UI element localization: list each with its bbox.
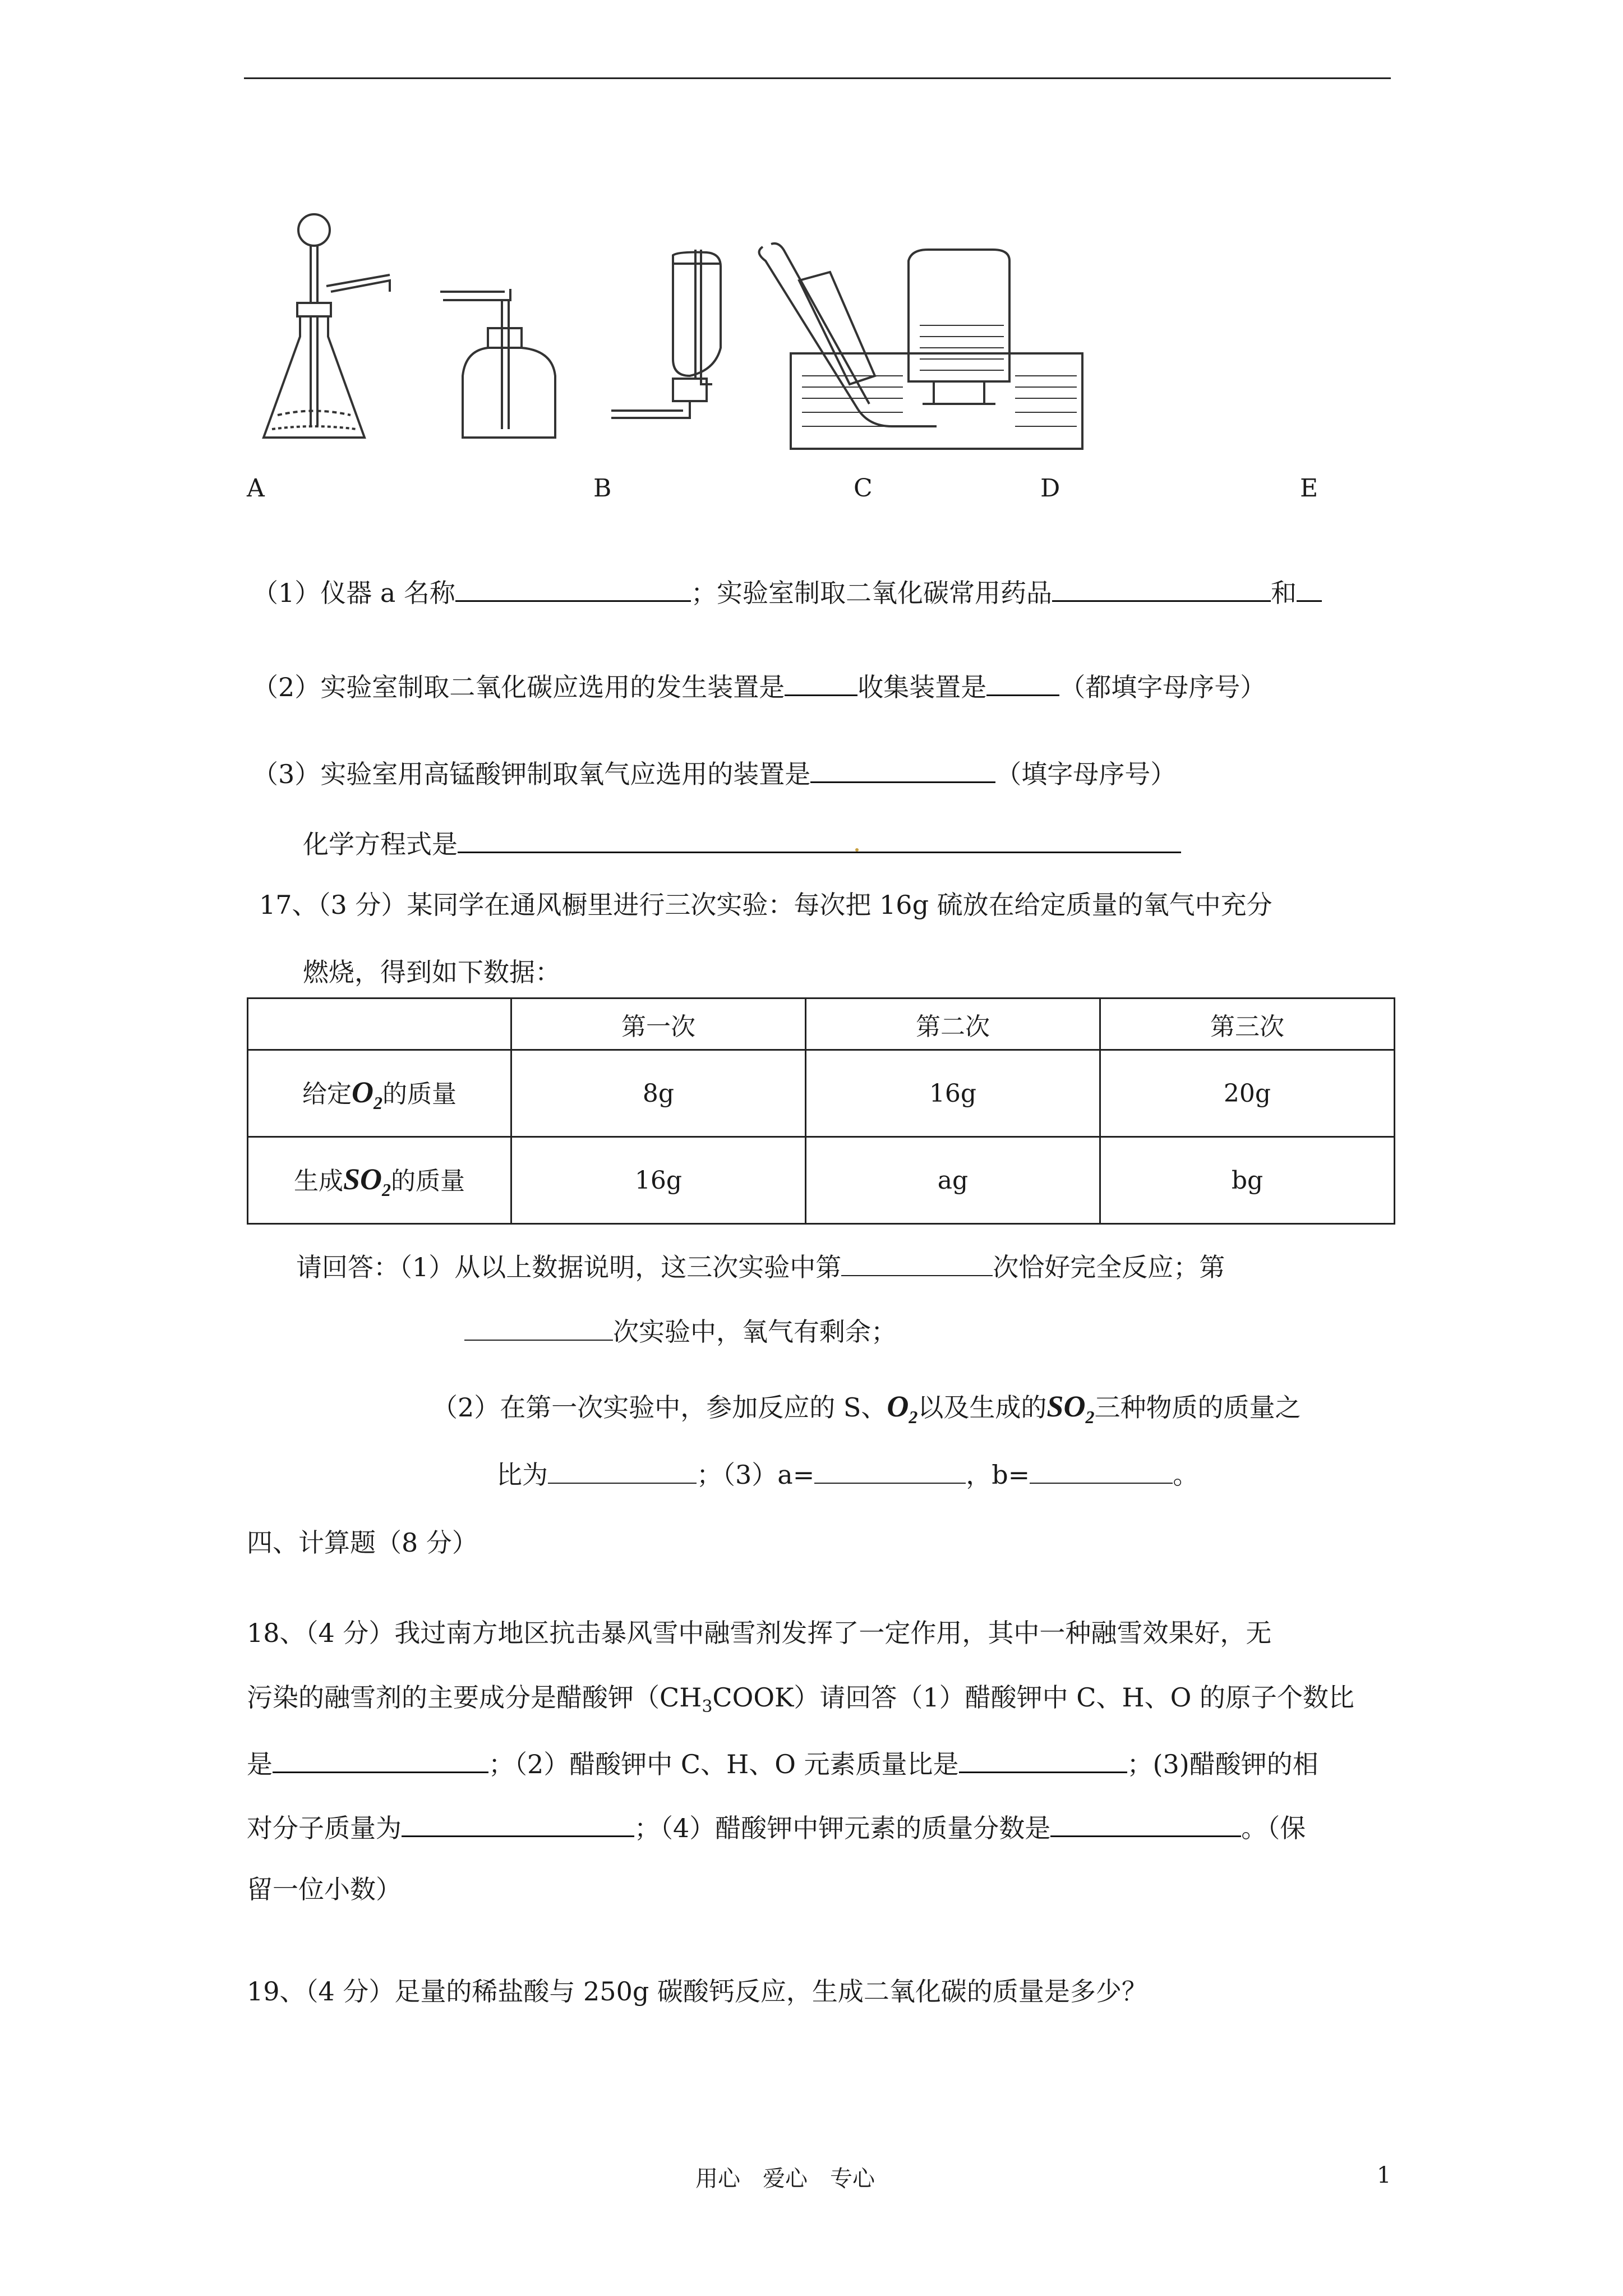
label-d: D bbox=[1040, 474, 1061, 503]
q19-question: 19、（4 分）足量的稀盐酸与 250g 碳酸钙反应，生成二氧化碳的质量是多少？ bbox=[247, 1976, 1147, 2007]
answer-blank[interactable] bbox=[464, 1317, 613, 1341]
table-header: 第三次 bbox=[1100, 999, 1395, 1050]
footer-motto: 用心 爱心 专心 bbox=[695, 2166, 875, 2192]
q17-answer2: （2）在第一次实验中，参加反应的 S、$O_2$以及生成的$SO_2$三种物质的质量之 bbox=[432, 1389, 1301, 1427]
apparatus-c-inverted-bottle bbox=[611, 250, 721, 418]
q18-line4: 对分子质量为 ；（4）醋酸钾中钾元素的质量分数是 。（保 bbox=[247, 1813, 1306, 1843]
header-rule bbox=[244, 77, 1391, 79]
table-cell: 16g bbox=[511, 1137, 806, 1224]
page-number: 1 bbox=[1377, 2162, 1391, 2188]
answer-blank[interactable] bbox=[959, 1749, 1127, 1773]
answer-blank[interactable] bbox=[402, 1813, 634, 1837]
q17-line1: 17、（3 分）某同学在通风橱里进行三次实验：每次把 16g 硫放在给定质量的氧气中充分 bbox=[259, 890, 1272, 920]
label-b: B bbox=[593, 474, 612, 503]
answer-blank[interactable] bbox=[458, 829, 1181, 853]
table-cell: ag bbox=[806, 1137, 1100, 1224]
answer-blank[interactable] bbox=[1052, 578, 1271, 602]
formula-o2: $O_2$ bbox=[352, 1075, 382, 1113]
q16-equation: 化学方程式是 bbox=[303, 829, 1181, 857]
table-header: 第一次 bbox=[511, 999, 806, 1050]
answer-blank[interactable] bbox=[1297, 578, 1322, 602]
answer-blank[interactable] bbox=[455, 578, 691, 602]
table-header: 第二次 bbox=[806, 999, 1100, 1050]
lab-apparatus-figure bbox=[247, 191, 1088, 460]
formula-so2: $SO_2$ bbox=[1046, 1389, 1095, 1427]
apparatus-b-bottle bbox=[440, 289, 555, 438]
row-label-o2: 给定$O_2$的质量 bbox=[248, 1050, 511, 1137]
q16-part3: （3）实验室用高锰酸钾制取氧气应选用的装置是 （填字母序号） bbox=[252, 759, 1177, 789]
label-a: A bbox=[247, 474, 265, 503]
label-c: C bbox=[854, 474, 873, 503]
q17-data-table bbox=[247, 997, 1395, 1225]
answer-blank[interactable] bbox=[1050, 1813, 1241, 1837]
formula-so2: $SO_2$ bbox=[343, 1162, 391, 1200]
answer-blank[interactable] bbox=[810, 759, 995, 783]
q17-answer1: 请回答：（1）从以上数据说明，这三次实验中第 次恰好完全反应；第 bbox=[296, 1252, 1225, 1282]
answer-blank[interactable] bbox=[1030, 1460, 1173, 1484]
answer-blank[interactable] bbox=[814, 1460, 966, 1484]
q17-answer1-cont: 次实验中，氧气有剩余； bbox=[464, 1317, 897, 1345]
stray-dot bbox=[855, 848, 859, 852]
answer-blank[interactable] bbox=[548, 1460, 697, 1484]
answer-blank[interactable] bbox=[785, 672, 857, 696]
q18-line2: 污染的融雪剂的主要成分是醋酸钾$(CH_3COOK)$请回答（1）醋酸钾中 C、H、O 的原子个数比 bbox=[247, 1682, 1354, 1717]
table-cell: 16g bbox=[806, 1050, 1100, 1137]
q16-part1: （1）仪器 a 名称 ；实验室制取二氧化碳常用药品 和 bbox=[252, 578, 1322, 606]
formula-o2: $O_2$ bbox=[887, 1389, 918, 1427]
answer-blank[interactable] bbox=[841, 1253, 993, 1276]
q17-answer3: 比为 ；（3）a= ，b= 。 bbox=[496, 1460, 1199, 1490]
q17-line2: 燃烧，得到如下数据： bbox=[303, 957, 561, 987]
q18-line1: 18、（4 分）我过南方地区抗击暴风雪中融雪剂发挥了一定作用，其中一种融雪效果好，无 bbox=[247, 1618, 1272, 1648]
row-label-so2: 生成$SO_2$的质量 bbox=[248, 1137, 511, 1224]
q16-part2: （2）实验室制取二氧化碳应选用的发生装置是 收集装置是 （都填字母序号） bbox=[252, 672, 1266, 702]
q18-line3: 是 ；（2）醋酸钾中 C、H、O 元素质量比是 ；(3)醋酸钾的相 bbox=[247, 1749, 1318, 1779]
table-cell: 8g bbox=[511, 1050, 806, 1137]
table-cell: 20g bbox=[1100, 1050, 1395, 1137]
answer-blank[interactable] bbox=[273, 1749, 488, 1773]
apparatus-d-water-trough bbox=[759, 243, 1082, 449]
answer-blank[interactable] bbox=[986, 672, 1059, 696]
label-e: E bbox=[1300, 474, 1318, 503]
table-cell: bg bbox=[1100, 1137, 1395, 1224]
table-header-empty bbox=[248, 999, 511, 1050]
q18-line5: 留一位小数） bbox=[247, 1874, 402, 1904]
apparatus-a-flask bbox=[264, 214, 390, 438]
section-heading: 四、计算题（8 分） bbox=[247, 1527, 478, 1558]
